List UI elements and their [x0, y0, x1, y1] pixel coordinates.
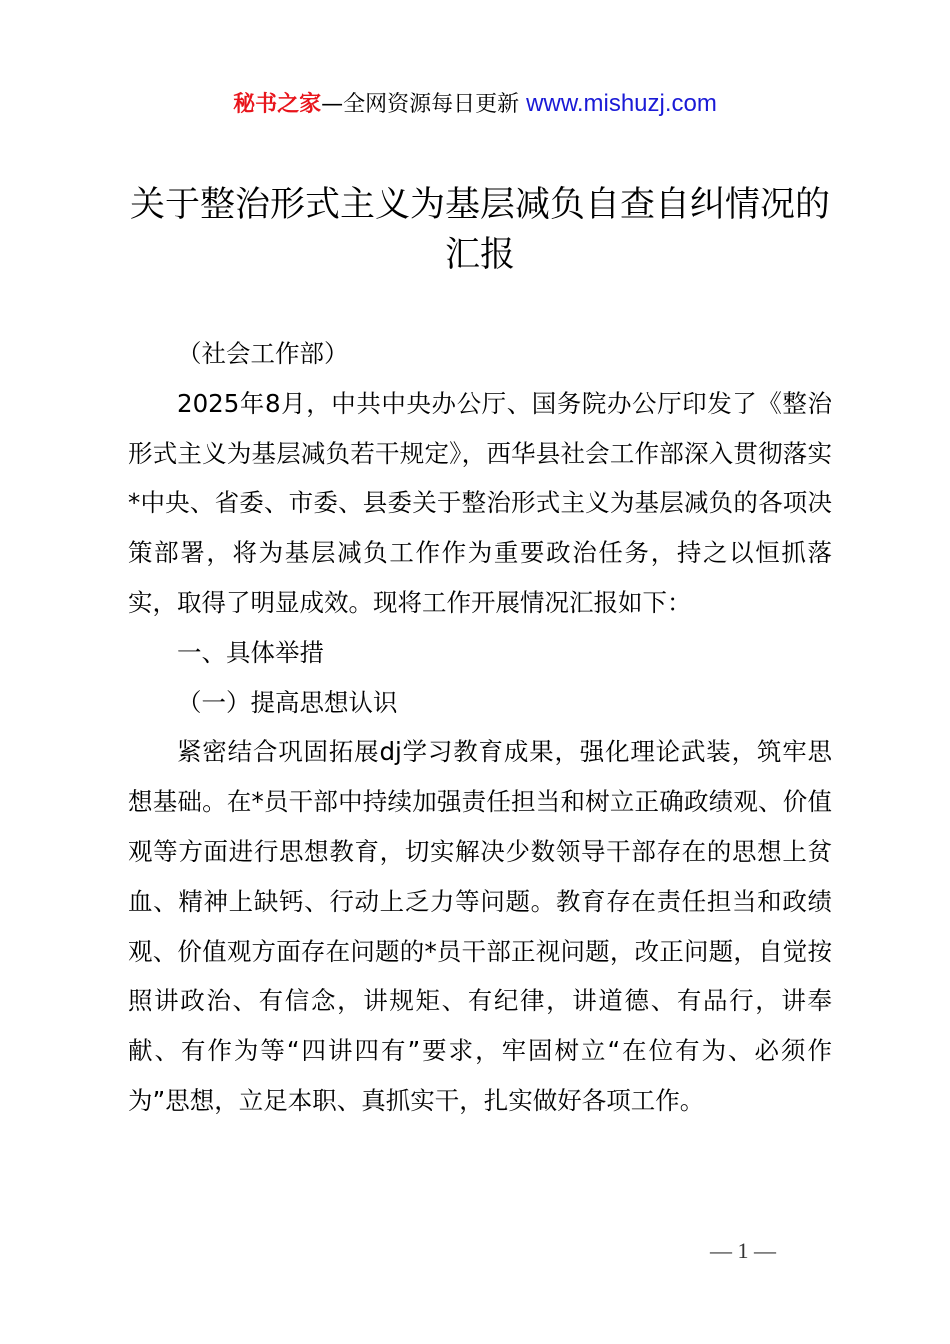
- site-header: [0, 88, 950, 121]
- brand-name: 秘书之家: [233, 92, 322, 117]
- page-number: — 1 —: [710, 1238, 776, 1263]
- paragraph-body: 紧密结合巩固拓展dj学习教育成果，强化理论武装，筑牢思想基础。在*员干部中持续加强责任担当和树立正确政绩观、价值观等方面进行思想教育，切实解决少数领导干部存在的思想上贫血、精神上缺钙、行动上乏力等问题。教育存在责任担当和政绩观、价值观方面存在问题的*员干部正视问题，改正问题，自觉按照讲政治、有信念，讲规矩、有纪律，讲道德、有品行，讲奉献、有作为等“四讲四有”要求，牢固树立“在位有为、必须作为”思想，立足本职、真抓实干，扎实做好各项工作。: [128, 737, 832, 1115]
- department-line: （社会工作部）: [177, 339, 349, 368]
- paragraph-intro: 2025年8月，中共中央办公厅、国务院办公厅印发了《整治形式主义为基层减负若干规定》，西华县社会工作部深入贯彻落实*中央、省委、市委、县委关于整治形式主义为基层减负的各项决策部署，将为基层减负工作作为重要政治任务，持之以恒抓落实，取得了明显成效。现将工作开展情况汇报如下：: [128, 388, 832, 617]
- site-url-link[interactable]: www.mishuzj.com: [526, 90, 717, 117]
- header-tagline: —全网资源每日更新: [321, 92, 527, 117]
- section-heading: 一、具体举措: [177, 637, 324, 667]
- document-title: 关于整治形式主义为基层减负自查自纠情况的汇报: [129, 185, 830, 275]
- document-body: [128, 329, 832, 1126]
- subsection-heading: （一）提高思想认识: [177, 687, 398, 717]
